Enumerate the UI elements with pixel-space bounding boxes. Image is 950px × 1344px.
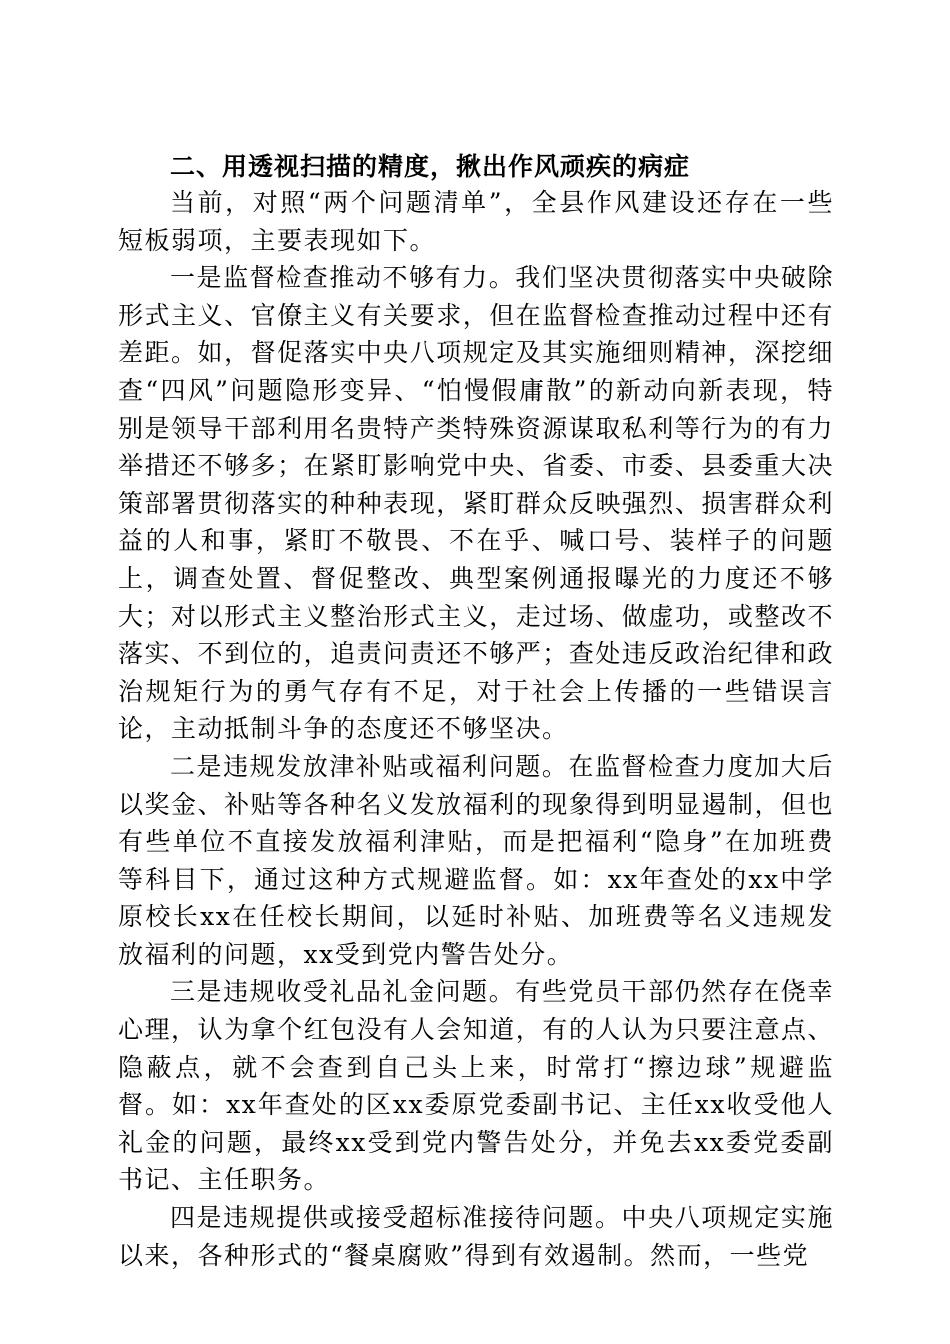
document-page [118,150,834,1274]
paragraph-point-three: 三是违规收受礼品礼金问题。有些党员干部仍然存在侥幸心理，认为拿个红包没有人会知道，有的人认为只要注意点、隐蔽点，就不会查到自己头上来，时常打“擦边球”规避监督。如：xx年查处的区xx委原党委副书记、主任xx收受他人礼金的问题，最终xx受到党内警告处分，并免去xx委党委副书记、主任职务。 [118,977,834,1195]
paragraph-point-two: 二是违规发放津补贴或福利问题。在监督检查力度加大后以奖金、补贴等各种名义发放福利的现象得到明显遏制，但也有些单位不直接发放福利津贴，而是把福利“隐身”在加班费等科目下，通过这种方式规避监督。如：xx年查处的xx中学原校长xx在任校长期间，以延时补贴、加班费等名义违规发放福利的问题，xx受到党内警告处分。 [118,751,834,969]
paragraph-point-one: 一是监督检查推动不够有力。我们坚决贯彻落实中央破除形式主义、官僚主义有关要求，但在监督检查推动过程中还有差距。如，督促落实中央八项规定及其实施细则精神，深挖细查“四风”问题隐形变异、“怕慢假庸散”的新动向新表现，特别是领导干部利用名贵特产类特殊资源谋取私利等行为的有力举措还不够多；在紧盯影响党中央、省委、市委、县委重大决策部署贯彻落实的种种表现，紧盯群众反映强烈、损害群众利益的人和事，紧盯不敬畏、不在乎、喊口号、装样子的问题上，调查处置、督促整改、典型案例通报曝光的力度还不够大；对以形式主义整治形式主义，走过场、做虚功，或整改不落实、不到位的，追责问责还不够严；查处违反政治纪律和政治规矩行为的勇气存有不足，对于社会上传播的一些错误言论，主动抵制斗争的态度还不够坚决。 [118,263,834,744]
section-heading: 二、用透视扫描的精度，揪出作风顽疾的病症 [170,152,691,181]
paragraph-point-four: 四是违规提供或接受超标准接待问题。中央八项规定实施以来，各种形式的“餐桌腐败”得到有效遏制。然而，一些党 [118,1203,834,1270]
paragraph-intro: 当前，对照“两个问题清单”，全县作风建设还存在一些短板弱项，主要表现如下。 [118,188,834,255]
